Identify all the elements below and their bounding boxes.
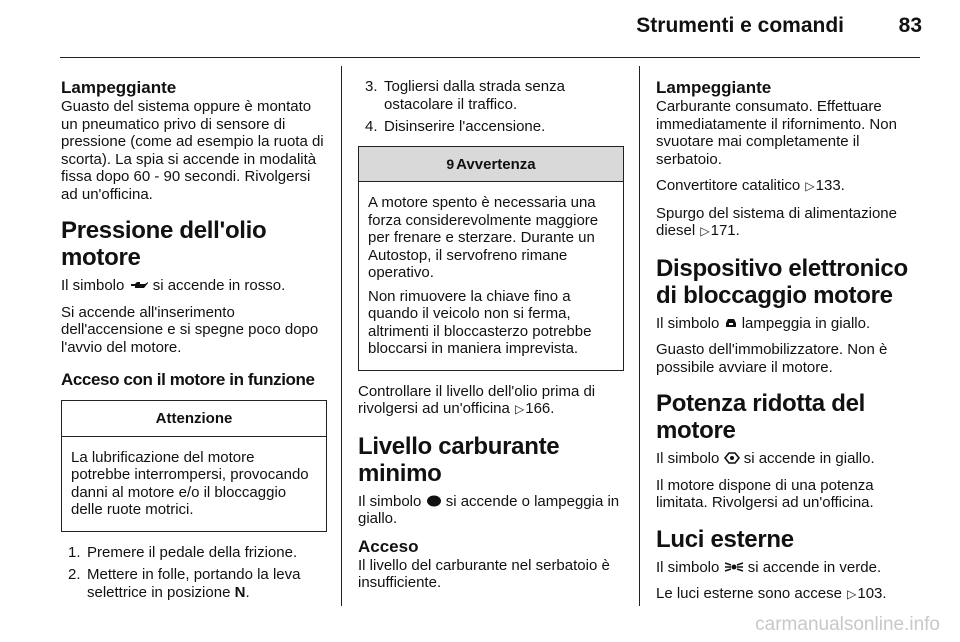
page-reference-icon: ▷ xyxy=(515,402,525,416)
converter-ref-text: Convertitore catalitico ▷133. xyxy=(656,177,845,194)
subheading-blinking-fuel: Lampeggiante xyxy=(656,78,772,97)
oil-check-text: Controllare il livello dell'olio prima di rivolgersi ad un'officina ▷166. xyxy=(358,382,596,417)
fuel-drop-icon xyxy=(426,495,442,507)
attention-title: Attenzione xyxy=(62,401,326,437)
fuel-on-text: Il livello del carburante nel serbatoio è insufficiente. xyxy=(358,556,610,591)
oil-can-icon xyxy=(129,280,149,291)
exterior-lights-icon xyxy=(724,561,744,573)
power-symbol-text: Il simbolo si accende in giallo. xyxy=(656,450,875,467)
immo-text: Guasto dell'immobilizzatore. Non è possibile avviare il motore. xyxy=(656,341,888,376)
lights-ref-text: Le luci esterne sono accese ▷103. xyxy=(656,585,887,602)
oil-text: Si accende all'inserimento dell'accensione e si spegne poco dopo l'avvio del motore. xyxy=(61,303,319,356)
column-divider-2 xyxy=(639,66,640,606)
heading-exterior-lights: Luci esterne xyxy=(656,525,794,553)
heading-reduced-power: Potenza ridotta del motore xyxy=(656,390,865,444)
header-rule xyxy=(60,57,920,58)
attention-box xyxy=(61,400,327,532)
column-1 xyxy=(61,78,327,609)
column-2 xyxy=(358,78,624,601)
heading-fuel-level: Livello carburante minimo xyxy=(358,432,560,487)
heading-oil-pressure: Pressione dell'olio motore xyxy=(61,217,267,271)
page-reference-icon: ▷ xyxy=(805,179,815,193)
fuel-symbol-text: Il simbolo si accende o lampeggia in giallo. xyxy=(358,492,620,527)
immo-symbol-text: Il simbolo lampeggia in giallo. xyxy=(656,314,871,332)
page-reference-icon: ▷ xyxy=(700,224,710,238)
warning-text-2: Non rimuovere la chiave fino a quando il veicolo non si ferma, altrimenti il bloccasterzo potrebbe bloccarsi in maniera imprevista. xyxy=(368,287,592,357)
list-item: 3. Togliersi dalla strada senza ostacolare il traffico. xyxy=(365,78,565,113)
lights-symbol-text: Il simbolo si accende in verde. xyxy=(656,558,882,576)
fuel-blink-text: Carburante consumato. Effettuare immediatamente il rifornimento. Non svuotare mai completamente il serbatoio. xyxy=(656,98,897,168)
subheading-on: Acceso xyxy=(358,536,419,556)
power-text: Il motore dispone di una potenza limitata. Rivolgersi ad un'officina. xyxy=(656,476,874,511)
engine-power-icon xyxy=(724,452,740,464)
list-item: 2. Mettere in folle, portando la leva selettrice in posizione N. xyxy=(68,566,301,601)
attention-text: La lubrificazione del motore potrebbe interrompersi, provocando danni al motore e/o il bloccaggio delle ruote motrici. xyxy=(71,448,309,518)
tpms-text: Guasto del sistema oppure è montato un pneumatico privo di sensore di pressione (come ad esempio la ruota di scorta). La spia si accende in modalità fissa dopo 60 - 90 secondi. Rivolgersi ad un'officina. xyxy=(61,98,324,203)
subheading-blinking: Lampeggiante xyxy=(61,78,177,97)
warning-title: 9 Avvertenza xyxy=(359,147,623,183)
heading-immobilizer: Dispositivo elettronico di bloccaggio motore xyxy=(656,254,908,309)
column-3 xyxy=(656,78,922,613)
purge-ref-text: Spurgo del sistema di alimentazione diesel ▷171. xyxy=(656,204,897,239)
steps-list-1 xyxy=(61,544,327,602)
page-reference-icon: ▷ xyxy=(847,587,857,601)
page-number: 83 xyxy=(898,14,922,37)
subheading-engine-running: Acceso con il motore in funzione xyxy=(61,370,315,389)
column-divider-1 xyxy=(341,66,342,606)
oil-symbol-text: Il simbolo si accende in rosso. xyxy=(61,277,286,294)
warning-triangle-icon: 9 xyxy=(446,155,455,172)
list-item: 1. Premere il pedale della frizione. xyxy=(68,543,298,561)
warning-text-1: A motore spento è necessaria una forza considerevolmente maggiore per frenare e sterzare. Durante un Autostop, il servofreno rimane operativo. xyxy=(368,194,599,281)
list-item: 4. Disinserire l'accensione. xyxy=(365,118,546,135)
warning-box xyxy=(358,146,624,371)
watermark: carmanualsonline.info xyxy=(755,614,940,635)
steps-list-2 xyxy=(358,78,624,136)
key-car-icon xyxy=(724,317,738,329)
header-title: Strumenti e comandi xyxy=(636,14,844,37)
